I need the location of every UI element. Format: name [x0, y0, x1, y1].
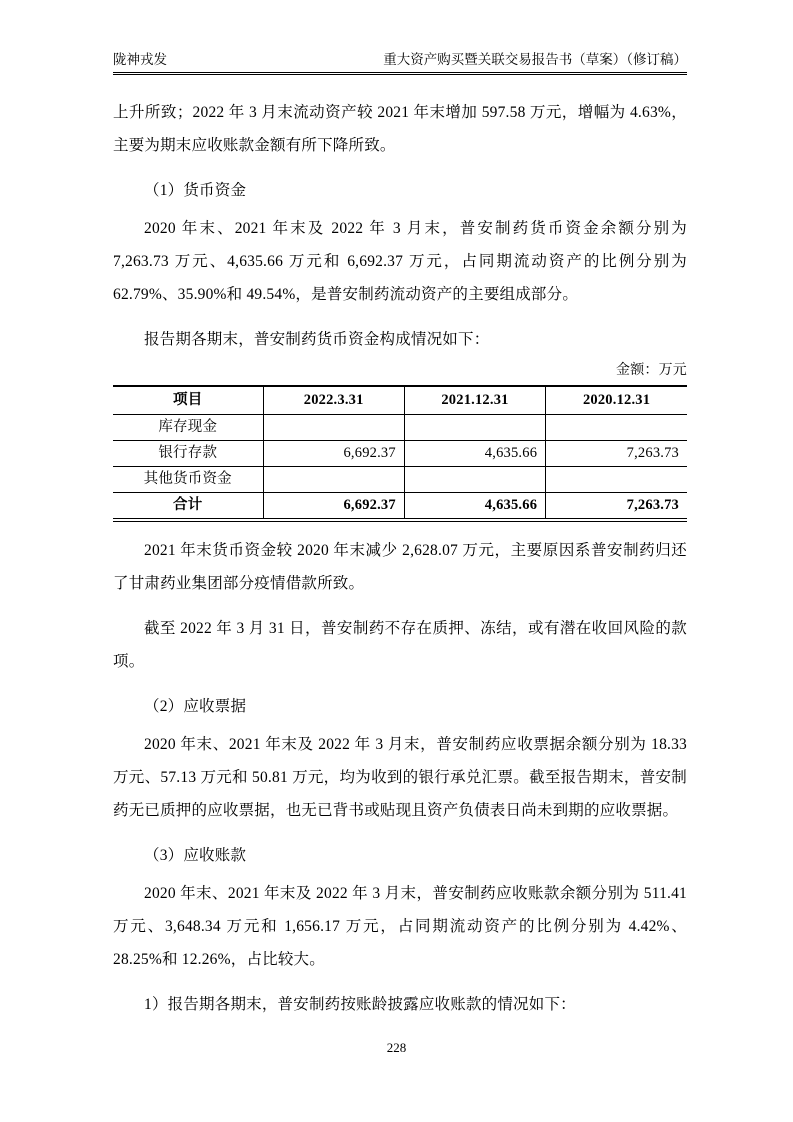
row-value — [546, 415, 687, 441]
row-value — [263, 415, 404, 441]
row-label: 合计 — [173, 497, 203, 513]
row-value: 6,692.37 — [263, 441, 404, 467]
row-value: 7,263.73 — [546, 493, 687, 521]
table-row-total — [113, 493, 687, 521]
table-unit-label: 金额：万元 — [616, 363, 687, 378]
section-heading-accounts-receivable: （3）应收账款 — [144, 847, 247, 864]
row-value — [404, 415, 545, 441]
paragraph-currency-decrease: 2021 年末货币资金较 2020 年末减少 2,628.07 万元，主要原因系普安制药归还了甘肃药业集团部分疫情借款所致。 — [113, 542, 687, 592]
table-header-row — [113, 386, 687, 415]
paragraph-currency-composition-lead: 报告期各期末，普安制药货币资金构成情况如下： — [144, 331, 490, 348]
table-header-item: 项目 — [113, 386, 263, 415]
paragraph-currency-balances: 2020 年末、2021 年末及 2022 年 3 月末，普安制药货币资金余额分别为 7,263.73 万元、4,635.66 万元和 6,692.37 万元，占同期流动资产的比例分别为 62.79%、35.90%和 49.54%，是普安制药流动资产的主要组成部分。 — [113, 220, 687, 303]
page-number: 228 — [386, 1040, 407, 1055]
paragraph-intro: 上升所致；2022 年 3 月末流动资产较 2021 年末增加 597.58 万元，增幅为 4.63%，主要为期末应收账款金额有所下降所致。 — [113, 104, 687, 154]
row-value: 4,635.66 — [404, 493, 545, 521]
table-header-2022-03-31: 2022.3.31 — [263, 386, 404, 415]
section-heading-notes-receivable: （2）应收票据 — [144, 698, 247, 715]
paragraph-accounts-receivable: 2020 年末、2021 年末及 2022 年 3 月末，普安制药应收账款余额分别为 511.41 万元、3,648.34 万元和 1,656.17 万元，占同期流动资产的比例分别为 4.42%、28.25%和 12.26%，占比较大。 — [113, 885, 687, 968]
row-value — [546, 467, 687, 493]
header-report-title: 重大资产购买暨关联交易报告书（草案）（修订稿） — [383, 52, 687, 67]
page-header — [113, 50, 687, 75]
table-header-2020-12-31: 2020.12.31 — [546, 386, 687, 415]
currency-funds-table — [113, 385, 687, 522]
row-value: 4,635.66 — [404, 441, 545, 467]
row-value — [404, 467, 545, 493]
row-label: 其他货币资金 — [113, 467, 263, 493]
header-company-name: 陇神戎发 — [113, 52, 167, 67]
table-header-2021-12-31: 2021.12.31 — [404, 386, 545, 415]
row-label: 库存现金 — [113, 415, 263, 441]
row-value — [263, 467, 404, 493]
table-row-other-monetary-funds — [113, 467, 687, 493]
row-value: 7,263.73 — [546, 441, 687, 467]
table-row-bank-deposits — [113, 441, 687, 467]
paragraph-notes-receivable: 2020 年末、2021 年末及 2022 年 3 月末，普安制药应收票据余额分别为 18.33 万元、57.13 万元和 50.81 万元，均为收到的银行承兑汇票。截至报告期末，普安制药无已质押的应收票据，也无已背书或贴现且资产负债表日尚未到期的应收票据。 — [113, 736, 687, 819]
document-body — [113, 96, 687, 1021]
paragraph-no-pledge: 截至 2022 年 3 月 31 日，普安制药不存在质押、冻结，或有潜在收回风险的款项。 — [113, 620, 687, 670]
row-value: 6,692.37 — [263, 493, 404, 521]
row-label: 银行存款 — [113, 441, 263, 467]
paragraph-aging-disclosure-lead: 1）报告期各期末，普安制药按账龄披露应收账款的情况如下： — [144, 996, 576, 1013]
table-row-cash-on-hand — [113, 415, 687, 441]
section-heading-currency-funds: （1）货币资金 — [144, 182, 247, 199]
